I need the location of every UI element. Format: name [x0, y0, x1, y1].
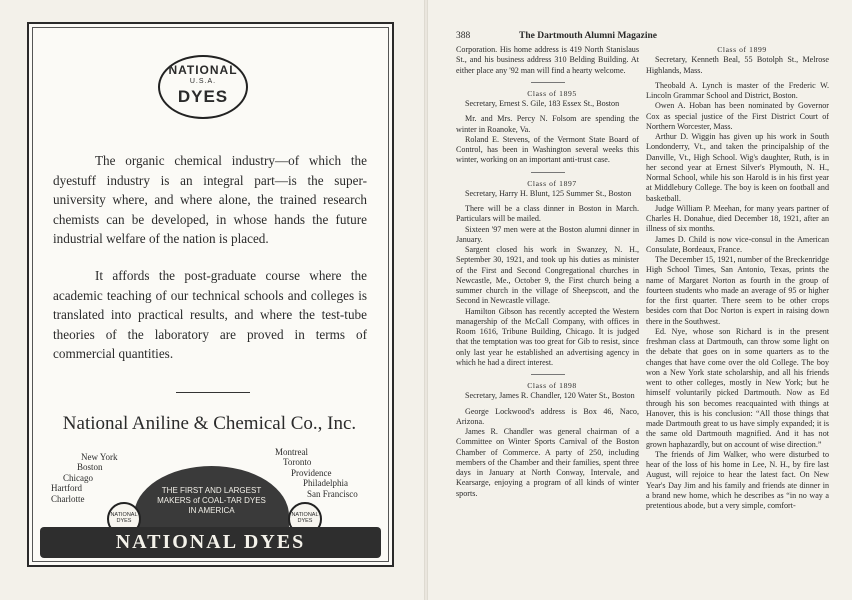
column-right: [646, 45, 829, 511]
paragraph: George Lockwood's address is Box 46, Naco, Arizona.: [456, 406, 639, 426]
paragraph: Roland E. Stevens, of the Vermont State Board of Control, has been in Washington several weeks this winter, working on an important anti-trust case.: [456, 134, 639, 165]
class-heading-1897: Class of 1897: [527, 178, 577, 188]
city: San Francisco: [307, 488, 358, 499]
seal-bottom-text: DYES: [116, 518, 132, 524]
city: Providence: [291, 467, 332, 478]
column-left: [456, 45, 639, 499]
national-dyes-logo: [158, 55, 248, 119]
paragraph: James D. Child is now vice-consul in the American Consulate, Bordeaux, France.: [646, 234, 829, 254]
company-name: National Aniline & Chemical Co., Inc.: [62, 413, 357, 434]
advertisement-page: [27, 22, 394, 567]
seal-top-text: NATIONAL: [291, 512, 319, 518]
city: Toronto: [283, 457, 312, 468]
city: Charlotte: [51, 493, 85, 504]
ad-paragraph-1: The organic chemical industry—of which the dyestuff industry is an integral part—is the super-university where, and where alone, the trained research chemists can be developed, in whose hands the future industrial welfare of the nation is placed.: [53, 153, 367, 247]
cities-left: [51, 452, 118, 504]
paragraph: Ed. Nye, whose son Richard is in the present freshman class at Dartmouth, can throw some light on the debate that goes on in some quarters as to the changes that have come over the old College. The boy won a New York state scholarship, and all his friends went to other colleges, mostly in New York; but he himself voluntarily picked Dartmouth. Now as Ed through his son becomes reacquainted with things at Hanover, this is his conclusion: “All those things that made Dartmouth great to us have simply expanded; it is the same old Dartmouth magnified. And it has not grown haphazardly, but on account of wise direction.”: [646, 326, 829, 449]
city: Chicago: [63, 472, 93, 483]
class-heading-1899: Class of 1899: [717, 45, 767, 54]
badge-line-2: MAKERS of COAL-TAR DYES: [157, 496, 266, 505]
city: Boston: [77, 462, 103, 473]
paragraph: The friends of Jim Walker, who were disturbed to hear of the loss of his home in Lee, N. H., by fire last August, will rejoice to hear the latest fact. On New Year's Day Jim and his family and friends ate dinner in a brand new home, which he describes as “in no way a pretentious abode, but a very simple, comfort-: [646, 449, 829, 510]
paragraph: Hamilton Gibson has recently accepted the Western managership of the McCall Company, with offices in Room 1616, Tribune Building, Chicago. It is judged that the temptation was too great for Gib to resist, since only last year he established an advertising agency in which he had a direct interest.: [456, 306, 639, 367]
seal-top-text: NATIONAL: [110, 512, 138, 518]
class-secretary-1897: Secretary, Harry H. Blunt, 125 Summer St., Boston: [465, 188, 632, 198]
paragraph: Owen A. Hoban has been nominated by Governor Cox as special justice of the First District Court of Northern Worcester, Mass.: [646, 101, 829, 131]
paragraph: Arthur D. Wiggin has given up his work in South Londonderry, Vt., and taken the principalship of the Danville, Vt., High School. Wig's daughter, Ruth, is in her second year at Ernest Silver's Plymouth, N. H., Normal School, while his son Harold is in his first year at Middlebury College. The boy is keen on football and basketball.: [646, 132, 829, 203]
paragraph: There will be a class dinner in Boston in March. Particulars will be mailed.: [456, 204, 639, 224]
city: Philadelphia: [303, 478, 348, 489]
seal-bottom-text: DYES: [297, 518, 313, 524]
ad-divider: [176, 392, 250, 393]
page-gutter: [424, 0, 428, 600]
paragraph: Judge William P. Meehan, for many years partner of Charles H. Donahue, died December 18, 1921, after an illness of six months.: [646, 203, 829, 234]
logo-bottom-text: DYES: [177, 87, 229, 106]
national-dyes-banner: NATIONAL DYES: [40, 527, 381, 558]
badge-line-1: THE FIRST AND LARGEST: [161, 486, 262, 495]
class-secretary-1899: Secretary, Kenneth Beal, 55 Botolph St., Melrose Highlands, Mass.: [646, 55, 829, 75]
city: Montreal: [275, 447, 308, 457]
section-divider: [531, 374, 565, 375]
logo-top-text: NATIONAL: [168, 63, 238, 77]
paragraph: Sixteen '97 men were at the Boston alumni dinner in January.: [456, 224, 639, 244]
city: Hartford: [51, 483, 82, 494]
paragraph: Corporation. His home address is 419 North Stanislaus St., and his business address 310 Belding Building. At either place any '92 man will find a hearty welcome.: [456, 45, 639, 75]
ad-paragraph-2: It affords the post-graduate course where the academic teaching of our technical schools and colleges is translated into practical results, and where the test-tube theories of the laboratory are proved in terms of commercial quantities.: [53, 268, 367, 362]
class-heading-1895: Class of 1895: [527, 88, 577, 98]
paragraph: Mr. and Mrs. Percy N. Folsom are spending the winter in Roanoke, Va.: [456, 114, 639, 134]
badge-line-3: IN AMERICA: [188, 506, 235, 515]
city: New York: [81, 452, 118, 462]
class-secretary-1895: Secretary, Ernest S. Gile, 183 Essex St., Boston: [465, 99, 620, 108]
section-divider: [531, 82, 565, 83]
paragraph: Theobald A. Lynch is master of the Frederic W. Lincoln Grammar School and District, Boston.: [646, 80, 829, 100]
class-secretary-1898: Secretary, James R. Chandler, 120 Water St., Boston: [465, 391, 635, 401]
class-heading-1898: Class of 1898: [527, 381, 577, 390]
logo-mid-text: U.S.A.: [189, 78, 217, 85]
paragraph: Sargent closed his work in Swanzey, N. H., September 30, 1921, and took up his duties as minister of the First and Second Congregational churches in Newcastle, Me., October 9, the First church being a summer church in the village of Sheepscott, and the Second in Newcastle village.: [456, 245, 639, 306]
paragraph: The December 15, 1921, number of the Breckenridge High School Times, San Antonio, Texas, prints the name of Margaret Norton as fourth in the group of fourteen students who made an average of 95 or higher for the first quarter. There seem to be other crops besides corn that Doc Norton is expert in raising down there in the Southwest.: [646, 255, 829, 326]
section-divider: [531, 172, 565, 173]
paragraph: James R. Chandler was general chairman of a Committee on Winter Sports Carnival of the Boston Chamber of Commerce. A party of 250, including members of the Chamber and their families, spent three days in January at North Conway, Intervale, and Kearsarge, enjoying a program of all kinds of winter sports.: [456, 427, 639, 498]
page-number: 388: [456, 31, 471, 41]
magazine-title: The Dartmouth Alumni Magazine: [519, 31, 658, 41]
